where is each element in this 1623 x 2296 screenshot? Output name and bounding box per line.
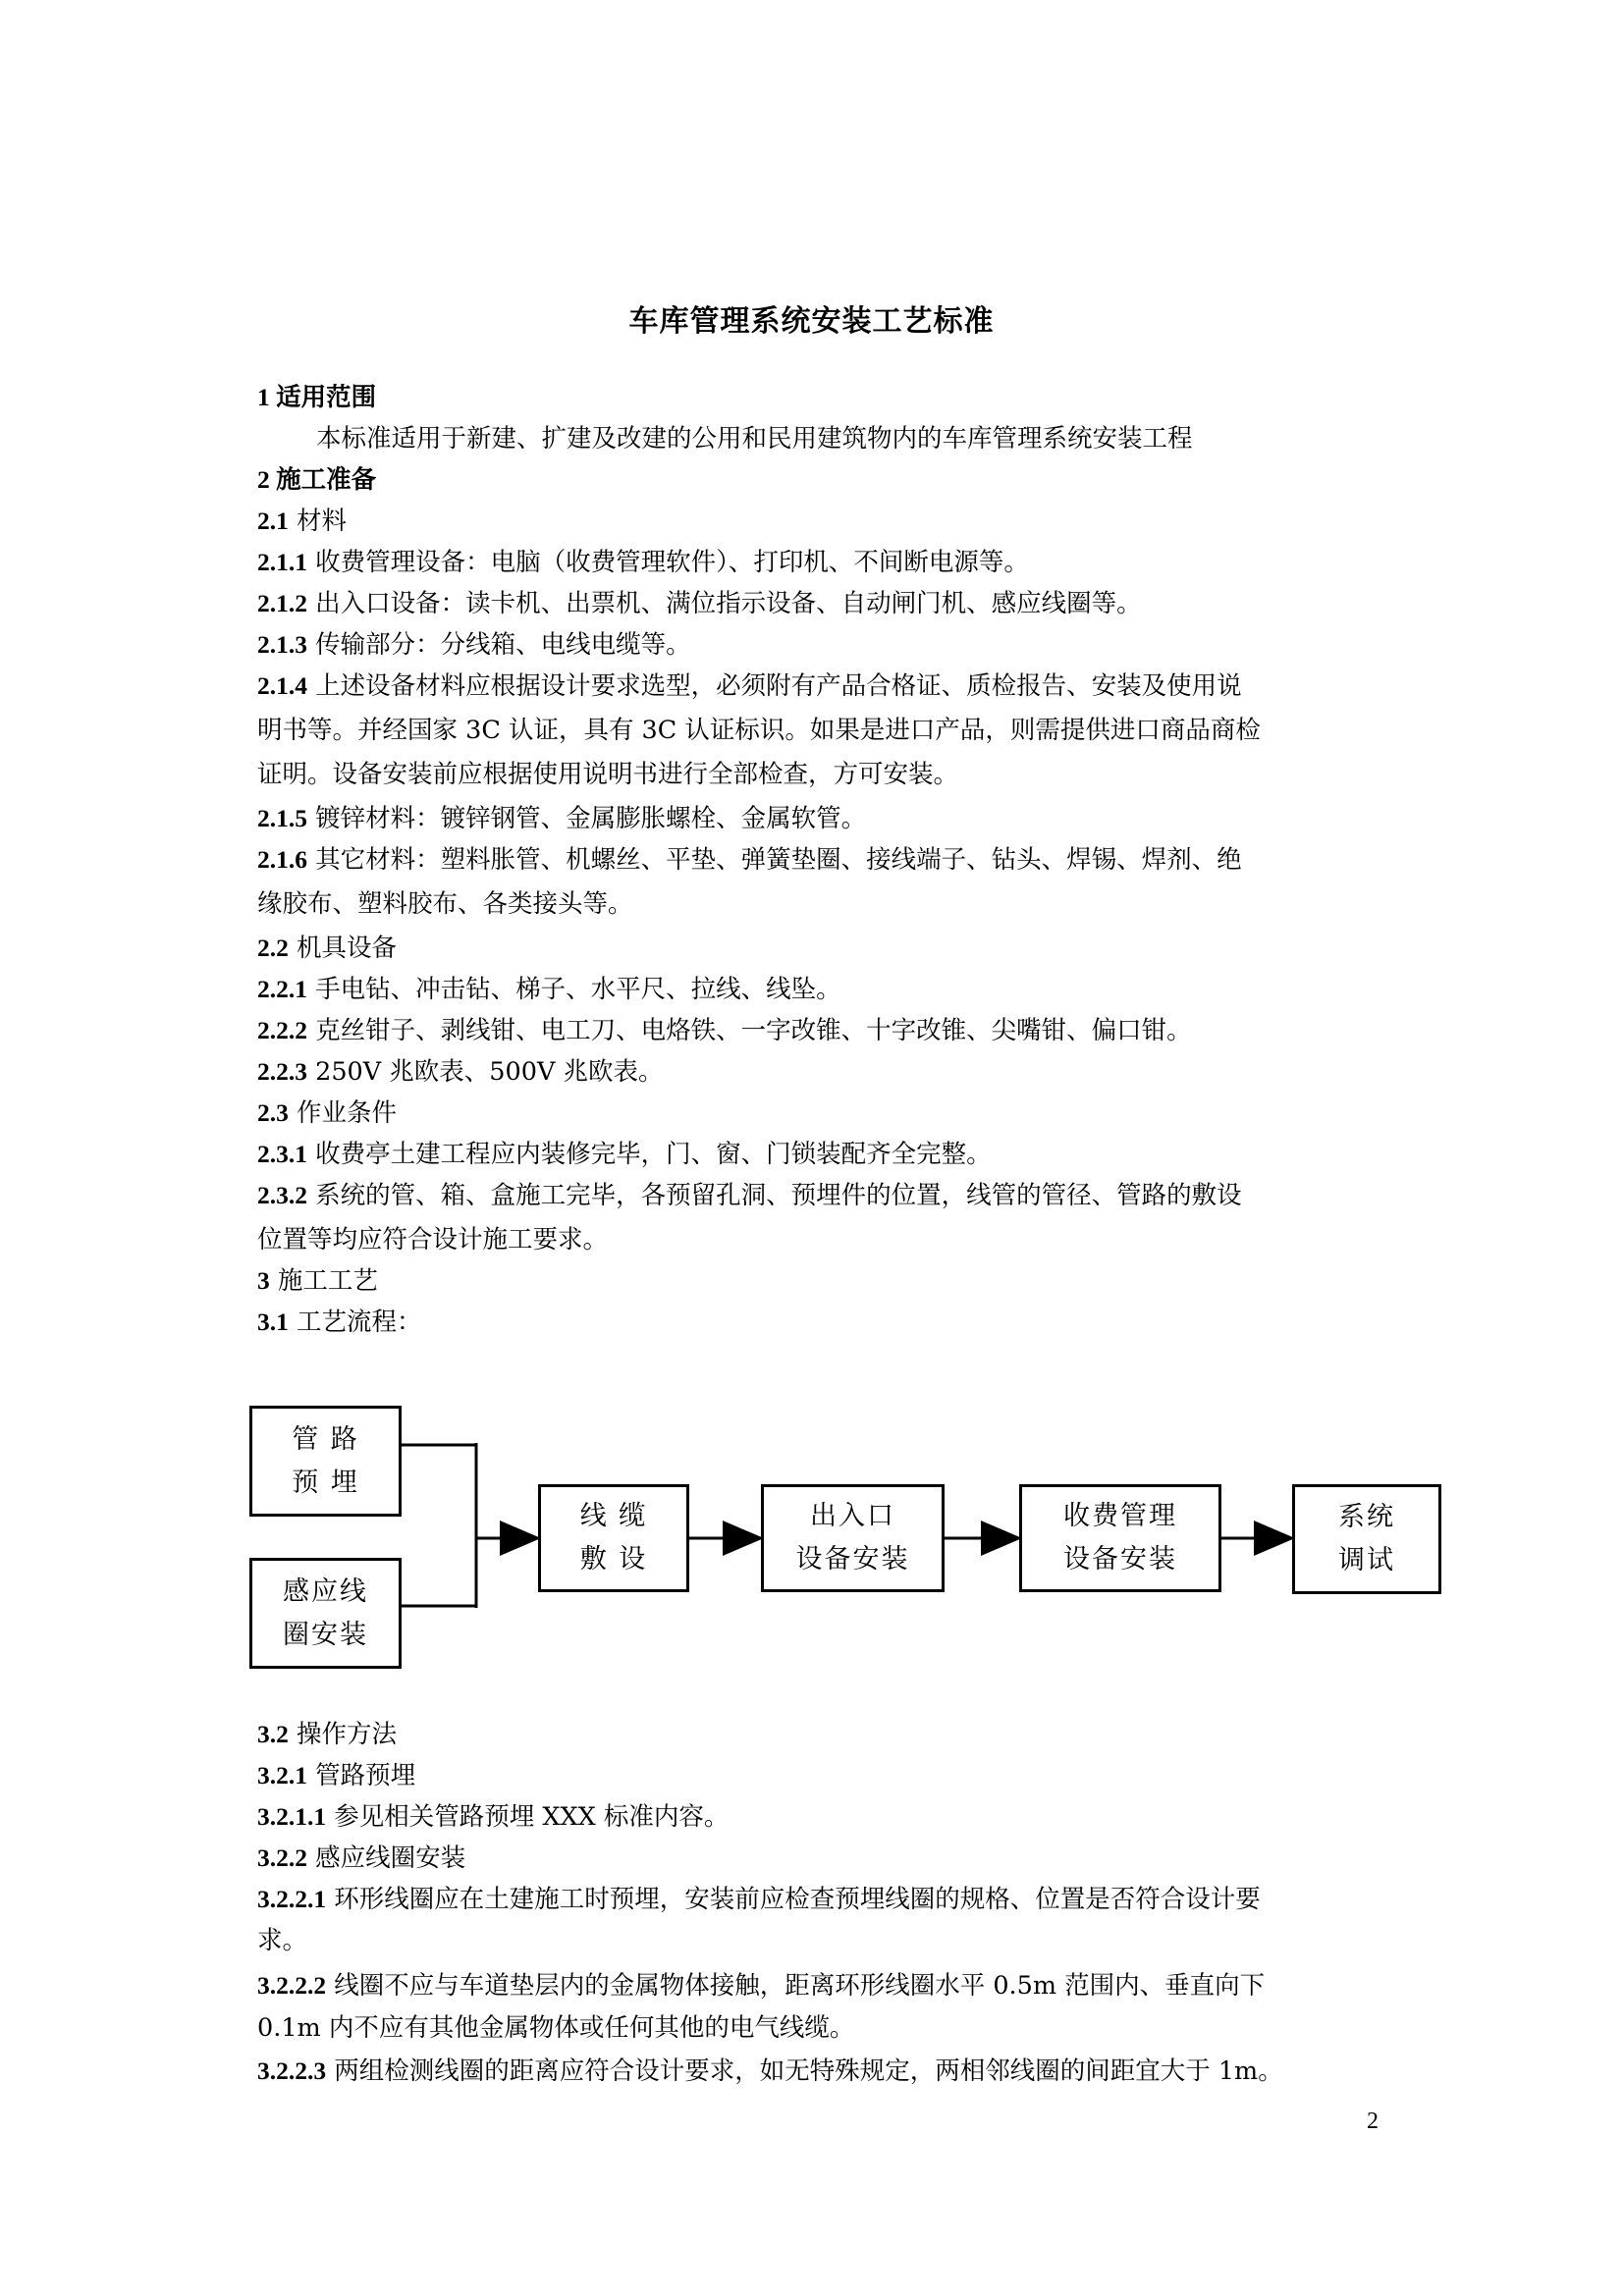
page-title: 车库管理系统安装工艺标准 <box>628 304 995 339</box>
text-line <box>257 1266 1396 1296</box>
section-number: 3 <box>257 1266 270 1295</box>
text-line <box>257 507 1396 536</box>
text-line <box>257 1057 1396 1087</box>
section-number: 3.2.2.1 <box>257 1885 327 1913</box>
page-number: 2 <box>1367 2109 1379 2134</box>
text-line <box>257 1885 1396 1914</box>
text-line <box>257 934 1396 963</box>
line-text: 250V 兆欧表、500V 兆欧表。 <box>307 1057 664 1087</box>
text-line <box>257 760 1396 789</box>
section-number: 2.1.5 <box>257 804 307 832</box>
section-number: 3.1 <box>257 1308 289 1336</box>
section-number: 2.1.1 <box>257 548 307 576</box>
line-text: 手电钻、冲击钻、梯子、水平尺、拉线、线坠。 <box>307 975 841 1004</box>
line-text: 材料 <box>288 507 347 536</box>
line-text: 缘胶布、塑料胶布、各类接头等。 <box>257 889 633 919</box>
flow-box-fee-equipment: 收费管理 设备安装 <box>1019 1484 1221 1592</box>
line-text: 环形线圈应在土建施工时预埋，安装前应检查预埋线圈的规格、位置是否符合设计要 <box>326 1885 1261 1914</box>
text-line <box>257 2056 1396 2086</box>
text-line <box>257 1720 1396 1749</box>
flow-box-pipe-embedding: 管 路 预 埋 <box>249 1406 402 1517</box>
line-text: 传输部分：分线箱、电线电缆等。 <box>307 630 691 660</box>
line-text: 上述设备材料应根据设计要求选型，必须附有产品合格证、质检报告、安装及使用说 <box>307 671 1242 701</box>
text-line <box>316 424 1455 454</box>
section-number: 3.2.2 <box>257 1843 307 1872</box>
line-text: 机具设备 <box>288 934 397 963</box>
line-text: 其它材料：塑料胀管、机螺丝、平垫、弹簧垫圈、接线端子、钻头、焊锡、焊剂、绝 <box>307 845 1242 875</box>
text-line <box>257 1098 1396 1128</box>
line-text: 出入口设备：读卡机、出票机、满位指示设备、自动闸门机、感应线圈等。 <box>307 589 1142 618</box>
section-number: 2.2.2 <box>257 1016 307 1044</box>
text-line <box>257 716 1396 745</box>
text-line <box>257 1308 1396 1337</box>
text-line <box>257 975 1396 1004</box>
text-line <box>257 1140 1396 1169</box>
section-number: 3.2.1 <box>257 1761 307 1789</box>
text-line <box>257 465 1396 495</box>
text-line <box>257 383 1396 412</box>
line-text: 作业条件 <box>288 1098 397 1128</box>
text-line <box>257 1802 1396 1832</box>
text-line <box>257 1225 1396 1255</box>
text-line <box>257 1016 1396 1045</box>
line-text: 位置等均应符合设计施工要求。 <box>257 1225 609 1255</box>
section-number: 1 适用范围 <box>257 383 377 411</box>
section-number: 2.2.1 <box>257 975 307 1003</box>
section-number: 2.2.3 <box>257 1057 307 1086</box>
section-number: 3.2.2.3 <box>257 2056 327 2085</box>
flow-box-entrance-equipment: 出入口 设备安装 <box>761 1484 945 1592</box>
text-line <box>257 1761 1396 1790</box>
text-line <box>257 1181 1396 1210</box>
section-number: 2 施工准备 <box>257 465 377 494</box>
section-number: 2.2 <box>257 934 289 962</box>
section-number: 2.3 <box>257 1098 289 1127</box>
line-text: 0.1m 内不应有其他金属物体或任何其他的电气线缆。 <box>257 2013 855 2043</box>
section-number: 2.3.1 <box>257 1140 307 1168</box>
section-number: 2.1.4 <box>257 671 307 700</box>
section-number: 2.3.2 <box>257 1181 307 1209</box>
line-text: 线圈不应与车道垫层内的金属物体接触，距离环形线圈水平 0.5m 范围内、垂直向下 <box>326 1971 1266 2001</box>
text-line <box>257 1971 1396 2001</box>
section-number: 2.1 <box>257 507 289 535</box>
flow-box-cable-laying: 线 缆 敷 设 <box>538 1484 689 1592</box>
text-line <box>257 548 1396 577</box>
text-line <box>257 671 1396 701</box>
text-line <box>257 804 1396 833</box>
section-number: 3.2 <box>257 1720 289 1748</box>
flow-box-induction-coil: 感应线 圈安装 <box>249 1558 402 1669</box>
text-line <box>257 2013 1396 2043</box>
line-text: 感应线圈安装 <box>307 1843 466 1873</box>
section-number: 2.1.2 <box>257 589 307 617</box>
line-text: 两组检测线圈的距离应符合设计要求，如无特殊规定，两相邻线圈的间距宜大于 1m。 <box>326 2056 1283 2086</box>
section-number: 2.1.6 <box>257 845 307 874</box>
line-text: 管路预埋 <box>307 1761 416 1790</box>
text-line <box>257 1843 1396 1873</box>
line-text: 明书等。并经国家 3C 认证，具有 3C 认证标识。如果是进口产品，则需提供进口商品商检 <box>257 716 1261 745</box>
section-number: 3.2.1.1 <box>257 1802 327 1831</box>
text-line <box>257 1926 1396 1955</box>
line-text: 操作方法 <box>288 1720 397 1749</box>
section-number: 3.2.2.2 <box>257 1971 327 2000</box>
line-text: 系统的管、箱、盒施工完毕，各预留孔洞、预埋件的位置，线管的管径、管路的敷设 <box>307 1181 1242 1210</box>
line-text: 镀锌材料：镀锌钢管、金属膨胀螺栓、金属软管。 <box>307 804 867 833</box>
line-text: 求。 <box>257 1926 308 1955</box>
section-number: 2.1.3 <box>257 630 307 659</box>
line-text: 施工工艺 <box>269 1266 378 1296</box>
line-text: 证明。设备安装前应根据使用说明书进行全部检查，方可安装。 <box>257 760 959 789</box>
line-text: 本标准适用于新建、扩建及改建的公用和民用建筑物内的车库管理系统安装工程 <box>316 424 1193 454</box>
line-text: 参见相关管路预埋 XXX 标准内容。 <box>326 1802 730 1832</box>
text-line <box>257 589 1396 618</box>
line-text: 克丝钳子、剥线钳、电工刀、电烙铁、一字改锥、十字改锥、尖嘴钳、偏口钳。 <box>307 1016 1192 1045</box>
line-text: 收费管理设备：电脑（收费管理软件）、打印机、不间断电源等。 <box>307 548 1029 577</box>
line-text: 收费亭土建工程应内装修完毕，门、窗、门锁装配齐全完整。 <box>307 1140 992 1169</box>
flow-box-system-debug: 系统 调试 <box>1292 1484 1441 1594</box>
text-line <box>257 630 1396 660</box>
line-text: 工艺流程： <box>288 1308 422 1337</box>
text-line <box>257 845 1396 875</box>
text-line <box>257 889 1396 919</box>
